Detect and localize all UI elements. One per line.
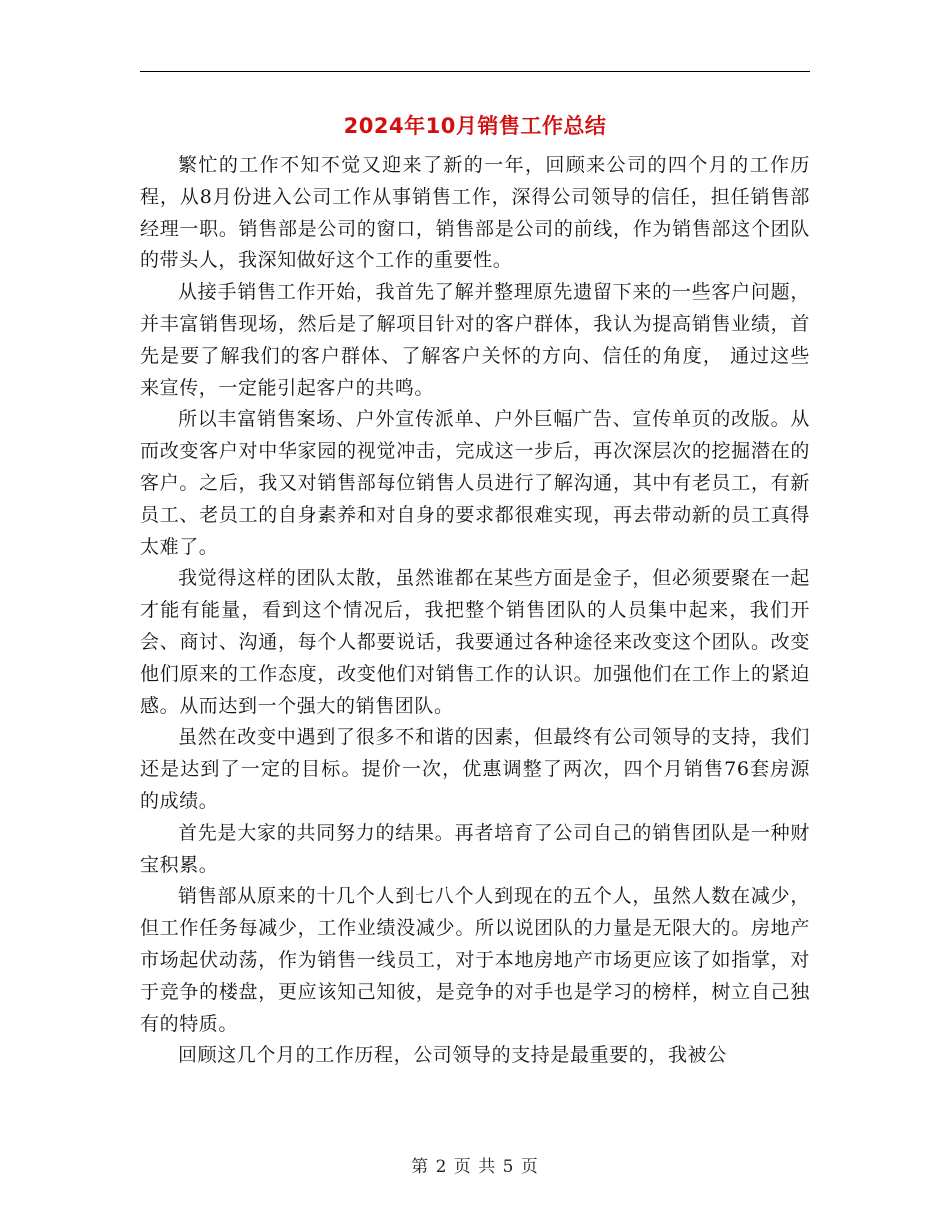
paragraph: 所以丰富销售案场、户外宣传派单、户外巨幅广告、宣传单页的改版。从而改变客户对中华家园的视觉冲击，完成这一步后，再次深层次的挖掘潜在的客户。之后，我又对销售部每位销售人员进行了解沟通，其中有老员工，有新员工、老员工的自身素养和对自身的要求都很难实现，再去带动新的员工真得太难了。 — [140, 408, 810, 558]
page-number: 第 2 页 共 5 页 — [411, 1157, 539, 1177]
paragraph: 首先是大家的共同努力的结果。再者培育了公司自己的销售团队是一种财宝积累。 — [140, 821, 810, 876]
paragraph: 我觉得这样的团队太散，虽然谁都在某些方面是金子，但必须要聚在一起才能有能量，看到这个情况后，我把整个销售团队的人员集中起来，我们开会、商讨、沟通，每个人都要说话，我要通过各种途径来改变这个团队。改变他们原来的工作态度，改变他们对销售工作的认识。加强他们在工作上的紧迫感。从而达到一个强大的销售团队。 — [140, 567, 810, 717]
paragraph: 繁忙的工作不知不觉又迎来了新的一年，回顾来公司的四个月的工作历程，从8月份进入公司工作从事销售工作，深得公司领导的信任，担任销售部经理一职。销售部是公司的窗口，销售部是公司的前线，作为销售部这个团队的带头人，我深知做好这个工作的重要性。 — [140, 154, 810, 272]
paragraph: 回顾这几个月的工作历程，公司领导的支持是最重要的，我被公 — [178, 1044, 727, 1067]
paragraph: 销售部从原来的十几个人到七八个人到现在的五个人，虽然人数在减少，但工作任务每减少，工作业绩没减少。所以说团队的力量是无限大的。房地产市场起伏动荡，作为销售一线员工，对于本地房地产市场更应该了如指掌，对于竞争的楼盘，更应该知己知彼，是竞争的对手也是学习的榜样，树立自己独有的特质。 — [140, 885, 810, 1035]
paragraph: 虽然在改变中遇到了很多不和谐的因素，但最终有公司领导的支持，我们还是达到了一定的目标。提价一次，优惠调整了两次，四个月销售76套房源的成绩。 — [140, 726, 810, 812]
paragraph: 从接手销售工作开始，我首先了解并整理原先遗留下来的一些客户问题，并丰富销售现场，然后是了解项目针对的客户群体，我认为提高销售业绩，首先是要了解我们的客户群体、了解客户关怀的方向、信任的角度， 通过这些来宣传，一定能引起客户的共鸣。 — [140, 281, 810, 399]
document-body — [140, 150, 810, 1072]
header-rule — [140, 71, 810, 72]
document-title: 2024年10月销售工作总结 — [343, 114, 607, 138]
